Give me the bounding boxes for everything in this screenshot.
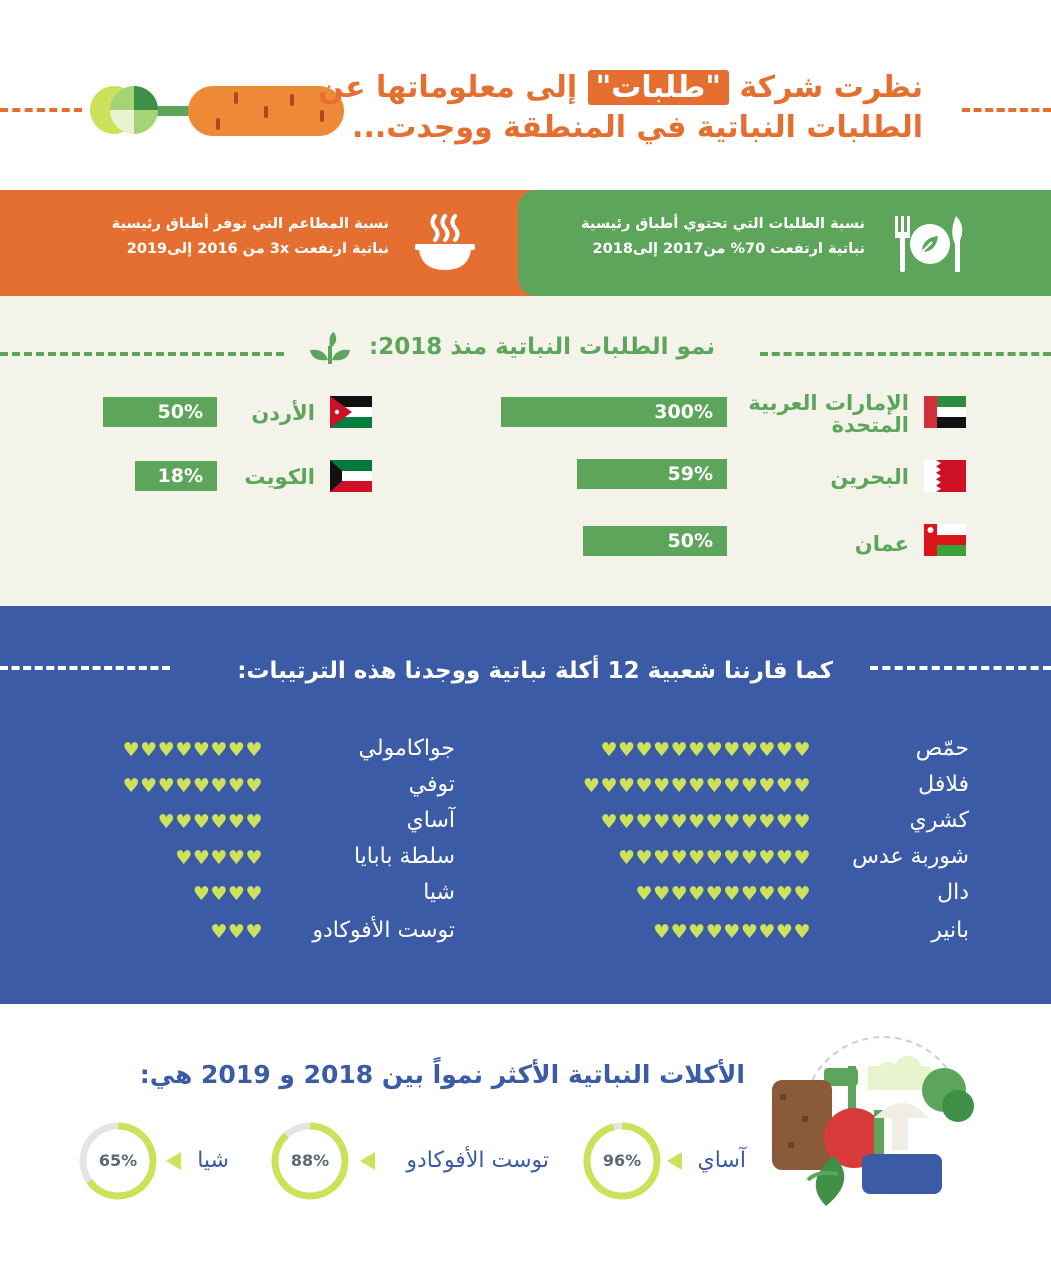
left-food-name: توست الأفوكادو [312, 918, 455, 943]
right-hearts-rating [567, 776, 811, 796]
heart-icon: ♥ [227, 812, 246, 832]
heart-icon: ♥ [670, 884, 689, 904]
heart-icon: ♥ [793, 776, 811, 796]
heart-icon: ♥ [175, 812, 193, 832]
growth-section [0, 296, 1051, 606]
country-name-uae-line2: المتحدة [831, 413, 909, 437]
heart-icon: ♥ [688, 884, 706, 904]
fastest-item-avocado-donut [270, 1121, 350, 1201]
heart-icon: ♥ [192, 884, 211, 904]
heart-icon: ♥ [688, 740, 706, 760]
fastest-item-avocado-value: 88% [290, 1151, 330, 1170]
heart-icon: ♥ [653, 812, 671, 832]
heart-icon: ♥ [740, 922, 759, 942]
title-text: نظرت شركة [739, 70, 923, 105]
heart-icon: ♥ [600, 812, 618, 832]
ranking-section [0, 606, 1051, 1004]
left-food-name: سلطة بابايا [353, 844, 455, 869]
left-food-name: شيا [423, 880, 455, 905]
heart-icon: ♥ [227, 848, 246, 868]
pointer-icon [166, 1152, 181, 1170]
heart-icon: ♥ [758, 922, 776, 942]
heart-icon: ♥ [245, 812, 263, 832]
growth-value-jordan: 50% [157, 401, 203, 423]
heart-icon: ♥ [227, 922, 246, 942]
heart-icon: ♥ [723, 812, 741, 832]
heart-icon: ♥ [210, 740, 228, 760]
fastest-growing-section [0, 1004, 1051, 1280]
restaurants-stat-line2: نباتية ارتفعت 3x من 2016 إلى2019 [126, 241, 389, 257]
heart-icon: ♥ [723, 884, 741, 904]
heart-icon: ♥ [758, 884, 776, 904]
heart-icon: ♥ [775, 776, 794, 796]
heart-icon: ♥ [705, 922, 724, 942]
heart-icon: ♥ [192, 776, 211, 796]
growth-value-bahrain: 59% [667, 463, 713, 485]
kuwait-flag-icon [330, 460, 372, 492]
heart-icon: ♥ [635, 740, 654, 760]
bahrain-flag-icon [924, 460, 966, 492]
right-hearts-rating [586, 812, 811, 832]
heart-icon: ♥ [122, 776, 141, 796]
heart-icon: ♥ [617, 776, 636, 796]
right-food-name: بانير [931, 918, 969, 943]
heart-icon: ♥ [740, 884, 759, 904]
orders-stat-line1: نسبة الطلبات التي تحتوي أطباق رئيسية [581, 216, 865, 232]
heart-icon: ♥ [775, 812, 794, 832]
right-hearts-rating [604, 848, 811, 868]
country-name-uae-line1: الإمارات العربية [748, 391, 909, 415]
growth-value-kuwait: 18% [157, 465, 203, 487]
right-food-name: شوربة عدس [852, 844, 969, 869]
heart-icon: ♥ [157, 776, 176, 796]
heart-icon: ♥ [192, 740, 211, 760]
brand-highlight: "طلبات" [588, 70, 729, 105]
heart-icon: ♥ [245, 884, 263, 904]
header-dash-left [0, 108, 82, 112]
heart-icon: ♥ [670, 740, 689, 760]
fastest-item-chia-label: شيا [197, 1148, 229, 1173]
cabbage-carrot-icon [84, 80, 348, 142]
right-hearts-rating [586, 740, 811, 760]
heart-icon: ♥ [758, 740, 776, 760]
heart-icon: ♥ [140, 776, 158, 796]
heart-icon: ♥ [140, 740, 158, 760]
growth-bar-oman [583, 526, 727, 556]
heart-icon: ♥ [175, 776, 193, 796]
heart-icon: ♥ [723, 776, 741, 796]
fastest-item-chia-donut [78, 1121, 158, 1201]
left-hearts-rating [111, 776, 263, 796]
heart-icon: ♥ [245, 848, 263, 868]
heart-icon: ♥ [670, 922, 689, 942]
right-hearts-rating [641, 922, 811, 942]
heart-icon: ♥ [758, 776, 776, 796]
heart-icon: ♥ [210, 776, 228, 796]
growth-value-oman: 50% [667, 530, 713, 552]
heart-icon: ♥ [775, 848, 794, 868]
uae-flag-icon [924, 396, 966, 428]
right-food-name: دال [937, 880, 969, 905]
heart-icon: ♥ [793, 740, 811, 760]
left-hearts-rating [185, 884, 263, 904]
heart-icon: ♥ [635, 776, 654, 796]
left-hearts-rating [148, 812, 263, 832]
heart-icon: ♥ [705, 884, 724, 904]
heart-icon: ♥ [635, 848, 654, 868]
heart-icon: ♥ [670, 812, 689, 832]
pointer-icon [667, 1152, 682, 1170]
restaurants-stat [112, 212, 389, 262]
heart-icon: ♥ [617, 740, 636, 760]
growth-value-uae: 300% [654, 401, 713, 423]
fastest-item-avocado-label: توست الأفوكادو [406, 1148, 549, 1173]
plate-leaf-cutlery-icon [892, 212, 968, 274]
heart-icon: ♥ [210, 922, 228, 942]
heart-icon: ♥ [227, 884, 246, 904]
heart-icon: ♥ [740, 848, 759, 868]
heart-icon: ♥ [723, 740, 741, 760]
heart-icon: ♥ [775, 884, 794, 904]
heart-icon: ♥ [210, 812, 228, 832]
growth-bar-kuwait [135, 461, 217, 491]
heart-icon: ♥ [653, 848, 671, 868]
right-hearts-rating [623, 884, 811, 904]
heart-icon: ♥ [705, 740, 724, 760]
left-hearts-rating [111, 740, 263, 760]
growth-dash-left [0, 352, 284, 356]
stats-band [0, 190, 1051, 296]
heart-icon: ♥ [793, 812, 811, 832]
heart-icon: ♥ [227, 776, 246, 796]
heart-icon: ♥ [210, 884, 228, 904]
header-title-line2: الطلبات النباتية في المنطقة ووجدت... [352, 110, 923, 145]
growth-title: نمو الطلبات النباتية منذ 2018: [369, 334, 715, 360]
growth-bar-uae [501, 397, 727, 427]
orders-stat-line2: نباتية ارتفعت 70% من2017 إلى2018 [592, 241, 865, 257]
heart-icon: ♥ [192, 812, 211, 832]
heart-icon: ♥ [688, 922, 706, 942]
heart-icon: ♥ [793, 922, 811, 942]
heart-icon: ♥ [122, 740, 141, 760]
heart-icon: ♥ [705, 848, 724, 868]
heart-icon: ♥ [670, 848, 689, 868]
country-name-kuwait: الكويت [244, 465, 315, 489]
steaming-bowl-icon [413, 210, 477, 274]
heart-icon: ♥ [793, 848, 811, 868]
country-name-bahrain: البحرين [830, 465, 909, 489]
fastest-item-acai-label: آساي [697, 1148, 746, 1173]
orders-stat-panel [518, 190, 1051, 296]
heart-icon: ♥ [670, 776, 689, 796]
heart-icon: ♥ [688, 776, 706, 796]
left-hearts-rating [203, 922, 263, 942]
right-food-name: حمّص [915, 736, 969, 761]
oman-flag-icon [924, 524, 966, 556]
country-name-uae [748, 392, 909, 436]
country-name-oman: عمان [854, 532, 909, 556]
fastest-item-chia-value: 65% [98, 1151, 138, 1170]
right-food-name: كشري [909, 808, 969, 833]
heart-icon: ♥ [617, 812, 636, 832]
heart-icon: ♥ [653, 884, 671, 904]
orders-stat [581, 212, 865, 262]
heart-icon: ♥ [793, 884, 811, 904]
fastest-title: الأكلات النباتية الأكثر نمواً بين 2018 و 2019 هي: [139, 1060, 745, 1089]
heart-icon: ♥ [582, 776, 601, 796]
ranking-dash-left [0, 666, 170, 670]
left-hearts-rating [167, 848, 263, 868]
heart-icon: ♥ [617, 848, 636, 868]
header-section [0, 0, 1051, 190]
heart-icon: ♥ [688, 812, 706, 832]
heart-icon: ♥ [600, 740, 618, 760]
growth-bar-jordan [103, 397, 217, 427]
heart-icon: ♥ [192, 848, 211, 868]
heart-icon: ♥ [600, 776, 618, 796]
right-food-name: فلافل [918, 772, 969, 797]
heart-icon: ♥ [705, 812, 724, 832]
heart-icon: ♥ [635, 812, 654, 832]
heart-icon: ♥ [740, 740, 759, 760]
country-name-jordan: الأردن [251, 401, 315, 425]
heart-icon: ♥ [723, 848, 741, 868]
pointer-icon [360, 1152, 375, 1170]
heart-icon: ♥ [758, 848, 776, 868]
growth-bar-bahrain [577, 459, 727, 489]
fastest-item-acai-value: 96% [602, 1151, 642, 1170]
heart-icon: ♥ [653, 776, 671, 796]
heart-icon: ♥ [245, 776, 263, 796]
heart-icon: ♥ [635, 884, 654, 904]
heart-icon: ♥ [775, 740, 794, 760]
heart-icon: ♥ [775, 922, 794, 942]
heart-icon: ♥ [175, 848, 193, 868]
heart-icon: ♥ [653, 922, 671, 942]
heart-icon: ♥ [245, 740, 263, 760]
left-food-name: جواكامولي [358, 736, 455, 761]
fastest-item-acai-donut [582, 1121, 662, 1201]
heart-icon: ♥ [245, 922, 263, 942]
heart-icon: ♥ [175, 740, 193, 760]
restaurants-stat-line1: نسبة المطاعم التي توفر أطباق رئيسية [111, 216, 389, 232]
ranking-dash-right [870, 666, 1051, 670]
left-food-name: توفي [408, 772, 455, 797]
heart-icon: ♥ [723, 922, 741, 942]
heart-icon: ♥ [157, 812, 176, 832]
heart-icon: ♥ [705, 776, 724, 796]
growth-dash-right [760, 352, 1051, 356]
heart-icon: ♥ [758, 812, 776, 832]
ranking-title: كما قارننا شعبية 12 أكلة نباتية ووجدنا هذه الترتيبات: [237, 658, 833, 684]
sprout-icon [310, 332, 350, 366]
title-text: إلى معلوماتها عن [318, 70, 578, 105]
vegetables-illustration-icon [768, 1030, 980, 1208]
heart-icon: ♥ [210, 848, 228, 868]
heart-icon: ♥ [740, 776, 759, 796]
left-food-name: آساي [406, 808, 455, 833]
heart-icon: ♥ [227, 740, 246, 760]
heart-icon: ♥ [688, 848, 706, 868]
heart-icon: ♥ [653, 740, 671, 760]
jordan-flag-icon [330, 396, 372, 428]
header-title-line1 [318, 70, 923, 105]
heart-icon: ♥ [740, 812, 759, 832]
header-dash-right [962, 108, 1051, 112]
heart-icon: ♥ [157, 740, 176, 760]
